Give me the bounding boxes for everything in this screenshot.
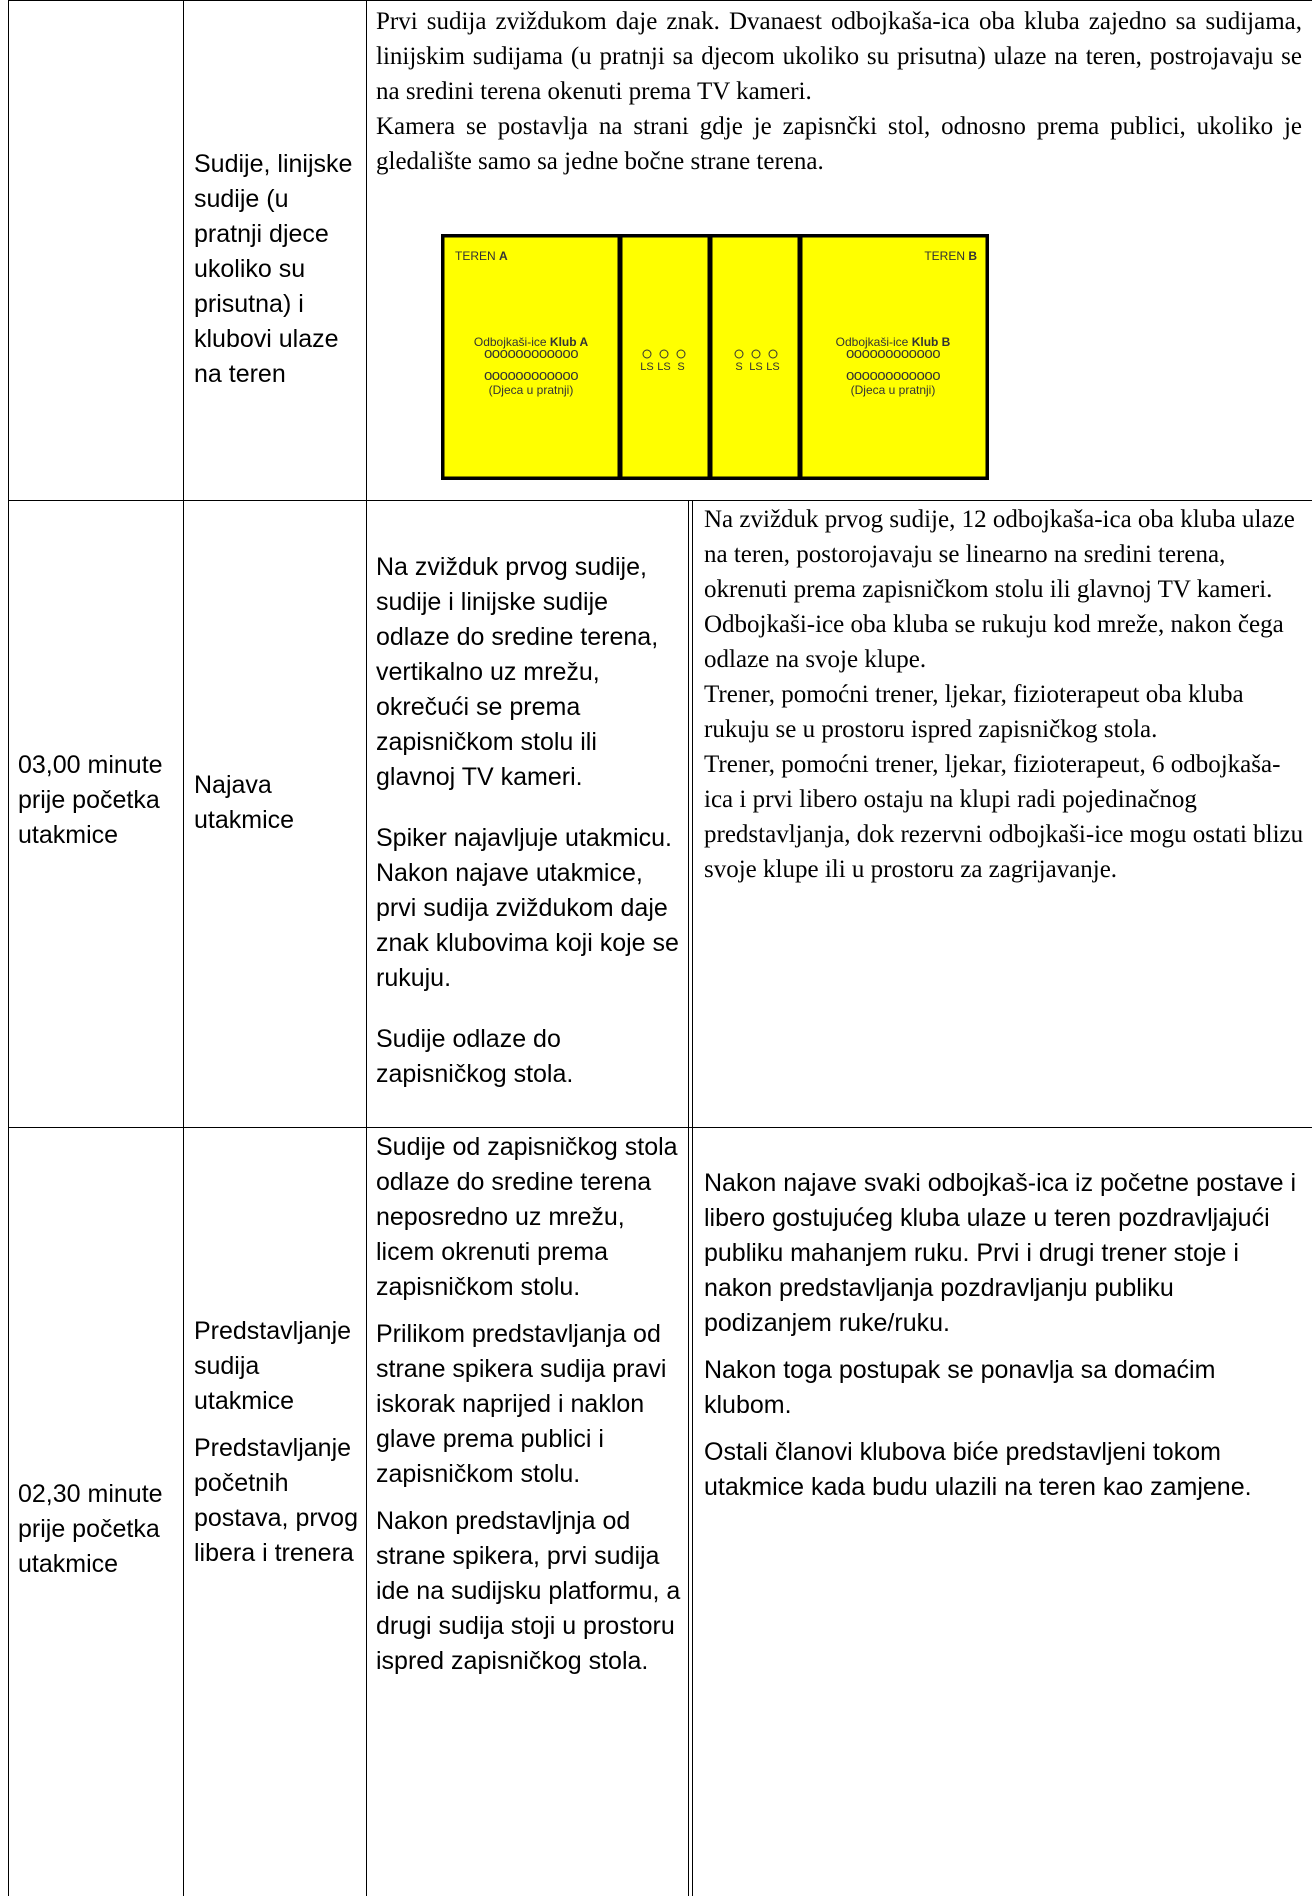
court-b-label: TEREN B bbox=[924, 249, 977, 263]
col-divider-2 bbox=[366, 0, 367, 1896]
row2-col3 bbox=[376, 550, 682, 1092]
middle-zone-b bbox=[711, 236, 799, 478]
col-divider-3 bbox=[688, 500, 689, 1896]
row2-col4-p1: Na zvižduk prvog sudije, 12 odbojkaša-ica oba kluba ulaze na teren, postorojavaju se linearno na sredini terena, okrenuti prema zapisničkom stolu ili glavnoj TV kameri. bbox=[704, 506, 1295, 603]
row3-col4 bbox=[704, 1166, 1304, 1505]
team-b-players-row: oooooooooooo bbox=[845, 345, 941, 362]
row3-title bbox=[194, 1314, 360, 1571]
row3-col3-p1: Sudije od zapisničkog stola odlaze do sredine terena neposredno uz mrežu, licem okrenuti prema zapisničkom stolu. bbox=[376, 1133, 678, 1301]
table-left-border bbox=[8, 0, 9, 1896]
court-diagram bbox=[441, 234, 989, 480]
row3-col4-p3: Ostali članovi klubova biće predstavljeni tokom utakmice kada budu ulazili na teren kao zamjene. bbox=[704, 1438, 1252, 1501]
row2-col3-p1: Na zvižduk prvog sudije, sudije i linijske sudije odlaze do sredine terena, vertikalno uz mrežu, okrečući se prema zapisničkom stolu ili glavnoj TV kameri. bbox=[376, 553, 659, 791]
row2-col4 bbox=[704, 502, 1304, 887]
row-divider-1 bbox=[8, 500, 1312, 501]
ref-right-3: LS bbox=[766, 361, 780, 373]
ref-left-3: S bbox=[677, 361, 685, 373]
children-b-label: (Djeca u pratnji) bbox=[850, 383, 936, 397]
table-top-border bbox=[8, 0, 1312, 1]
row3-col3-p3: Nakon predstavljnja od strane spikera, prvi sudija ide na sudijsku platformu, a drugi sudija stoji u prostoru ispred zapisničkog stola. bbox=[376, 1507, 681, 1675]
row3-title-p1: Predstavljanje sudija utakmice bbox=[194, 1317, 352, 1415]
middle-zone-a bbox=[621, 236, 709, 478]
col-divider-3b bbox=[692, 500, 693, 1896]
row2-time: 03,00 minute prije početka utakmice bbox=[18, 751, 163, 849]
row2-col4-p4: Trener, pomoćni trener, ljekar, fizioterapeut, 6 odbojkaša-ica i prvi libero ostaju na klupi radi pojedinačnog predstavljanja, dok rezervni odbojkaši-ice mogu ostati blizu svoje klupe ili u prostoru za zagrijavanje. bbox=[704, 751, 1304, 883]
row1-description bbox=[376, 4, 1302, 179]
team-a-children-row: oooooooooooo bbox=[483, 367, 579, 384]
team-a-players-row: oooooooooooo bbox=[483, 345, 579, 362]
row2-title: Najava utakmice bbox=[194, 771, 295, 834]
row1-paragraph-1: Prvi sudija zviždukom daje znak. Dvanaest odbojkaša-ica oba kluba zajedno sa sudijama, linijskim sudijama (u pratnji sa djecom ukoliko su prisutna) ulaze na teren, postrojavaju se na sredini terena okenuti prema TV kameri. bbox=[376, 8, 1302, 105]
team-a-label: Odbojkaši-ice Klub A bbox=[473, 335, 589, 349]
col-divider-1 bbox=[183, 0, 184, 1896]
row1-paragraph-2: Kamera se postavlja na strani gdje je zapisnčki stol, odnosno prema publici, ukoliko je gledalište samo sa jedne bočne strane terena. bbox=[376, 113, 1302, 175]
row3-col4-p2: Nakon toga postupak se ponavlja sa domaćim klubom. bbox=[704, 1356, 1216, 1419]
team-b-children-row: oooooooooooo bbox=[845, 367, 941, 384]
row3-col3-p2: Prilikom predstavljanja od strane spikera sudija pravi iskorak naprijed i naklon glave prema publici i zapisničkom stolu. bbox=[376, 1320, 667, 1488]
row2-col4-p3: Trener, pomoćni trener, ljekar, fizioterapeut oba kluba rukuju se u prostoru ispred zapisničkog stola. bbox=[704, 681, 1244, 743]
team-b-label: Odbojkaši-ice Klub B bbox=[835, 335, 951, 349]
ref-right-2: LS bbox=[749, 361, 763, 373]
row3-col3 bbox=[376, 1130, 682, 1679]
row3-title-p2: Predstavljanje početnih postava, prvog libera i trenera bbox=[194, 1434, 358, 1567]
row2-col3-p2: Spiker najavljuje utakmicu. Nakon najave utakmice, prvi sudija zviždukom daje znak klubovima koji koje se rukuju. bbox=[376, 824, 679, 992]
children-a-label: (Djeca u pratnji) bbox=[488, 383, 574, 397]
row3-time: 02,30 minute prije početka utakmice bbox=[18, 1480, 163, 1578]
court-a-label: TEREN A bbox=[455, 249, 508, 263]
row3-col4-p1: Nakon najave svaki odbojkaš-ica iz početne postave i libero gostujućeg kluba ulaze u teren pozdravljajući publiku mahanjem ruku. Prvi i drugi trener stoje i nakon predstavljanja pozdravljanju publiku podizanjem ruke/ruku. bbox=[704, 1169, 1297, 1337]
row-divider-2 bbox=[8, 1127, 1312, 1128]
row1-title: Sudije, linijske sudije (u pratnji djece ukoliko su prisutna) i klubovi ulaze na teren bbox=[194, 150, 353, 388]
row2-col3-p3: Sudije odlaze do zapisničkog stola. bbox=[376, 1025, 574, 1088]
ref-right-1: S bbox=[735, 361, 743, 373]
row2-col4-p2: Odbojkaši-ice oba kluba se rukuju kod mreže, nakon čega odlaze na svoje klupe. bbox=[704, 611, 1284, 673]
ref-left-1: LS bbox=[640, 361, 654, 373]
ref-left-2: LS bbox=[657, 361, 671, 373]
